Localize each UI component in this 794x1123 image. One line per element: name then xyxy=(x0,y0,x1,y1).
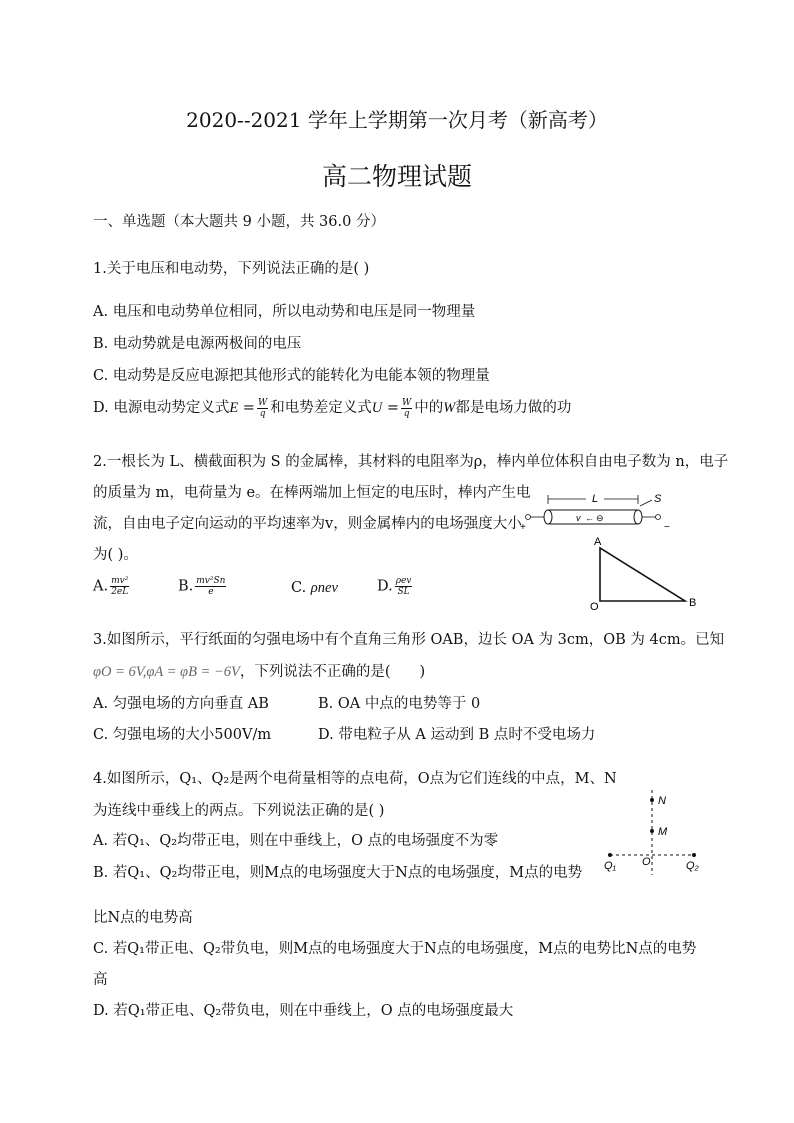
charges-figure xyxy=(600,785,710,880)
electron-icon: ⊖ xyxy=(596,513,604,523)
q4-option-a: A. 若Q₁、Q₂均带正电，则在中垂线上，O 点的电场强度不为零 xyxy=(93,833,499,849)
point-n-marker xyxy=(650,798,654,802)
point-o-label: O xyxy=(642,856,651,868)
q3-line-2: φO = 6V,φA = φB = −6V，下列说法不正确的是( ) xyxy=(93,664,426,680)
vertex-o-label: O xyxy=(590,601,599,613)
rod-figure xyxy=(518,490,678,535)
negative-terminal: − xyxy=(664,522,670,533)
charge-q1-marker xyxy=(608,853,612,857)
q2-line-1: 2.一根长为 L、横截面积为 S 的金属棒，其材料的电阻率为ρ，棒内单位体积自由电子数为 n，电子 xyxy=(93,454,729,470)
q4-option-d: D. 若Q₁带正电、Q₂带负电，则在中垂线上，O 点的电场强度最大 xyxy=(93,1003,514,1019)
rod-length-label: L xyxy=(592,493,599,505)
q1-option-d: D. 电源电动势定义式E = $\frac{W}{q}$ 和电势差定义式U = $\frac{W}{q}$ 中的W都是电场力做的功 xyxy=(93,397,572,419)
q1-option-b: B. 电动势就是电源两极间的电压 xyxy=(93,336,302,352)
positive-terminal: + xyxy=(520,522,526,533)
q2-option-a: A. $\frac{\text{mv²}}{2eL}$ xyxy=(93,576,129,597)
area-label: S xyxy=(654,493,662,505)
q3-option-c: C. 匀强电场的大小500V/m xyxy=(93,727,272,743)
q4-option-b-line-2: 比N点的电势高 xyxy=(93,910,193,926)
q4-line-2: 为连线中垂线上的两点。下列说法正确的是( ) xyxy=(93,803,385,819)
point-m-marker xyxy=(650,829,654,833)
exam-subtitle: 高二物理试题 xyxy=(321,162,472,191)
q3-option-a: A. 匀强电场的方向垂直 AB xyxy=(93,696,269,712)
q2-option-b: B. $\frac{\text{mv²Sn}}{e}$ xyxy=(178,576,226,597)
q1-fraction-wq-2: $\frac{W}{q}$ xyxy=(401,397,412,419)
point-n-label: N xyxy=(658,795,666,807)
q4-option-b-line-1: B. 若Q₁、Q₂均带正电，则M点的电场强度大于N点的电场强度，M点的电势 xyxy=(93,865,583,881)
q3-option-d: D. 带电粒子从 A 运动到 B 点时不受电场力 xyxy=(318,727,596,743)
q2-line-4: 为( )。 xyxy=(93,547,138,563)
q4-option-c-line-2: 高 xyxy=(93,972,108,988)
q4-line-1: 4.如图所示，Q₁、Q₂是两个电荷量相等的点电荷，O点为它们连线的中点，M、N xyxy=(93,771,617,787)
section-title: 一、单选题（本大题共 9 小题，共 36.0 分） xyxy=(93,214,385,230)
exam-title: 2020--2021 学年上学期第一次月考（新高考） xyxy=(186,108,608,132)
triangle-figure xyxy=(588,534,703,614)
vertex-a-label: A xyxy=(594,536,602,548)
triangle-oab xyxy=(600,548,685,601)
charge-q2-marker xyxy=(692,853,696,857)
q4-option-c-line-1: C. 若Q₁带正电、Q₂带负电，则M点的电场强度大于N点的电场强度，M点的电势比N点的电势 xyxy=(93,941,697,957)
q1-fraction-wq: $\frac{W}{q}$ xyxy=(257,397,268,419)
q2-line-3: 流，自由电子定向运动的平均速率为v，则金属棒内的电场强度大小 xyxy=(93,516,522,532)
vertex-b-label: B xyxy=(689,597,697,609)
velocity-arrow-icon: ← xyxy=(585,513,594,523)
charge-q2-label: Q₂ xyxy=(686,860,699,872)
q3-line-1: 3.如图所示，平行纸面的匀强电场中有个直角三角形 OAB，边长 OA 为 3cm，OB 为 4cm。已知 xyxy=(93,632,725,648)
q3-option-b: B. OA 中点的电势等于 0 xyxy=(318,696,481,712)
q1-option-c: C. 电动势是反应电源把其他形式的能转化为电能本领的物理量 xyxy=(93,368,490,384)
q2-option-d: D. $\frac{\text{ρev}}{SL}$ xyxy=(377,576,412,597)
q2-line-2: 的质量为 m，电荷量为 e。在棒两端加上恒定的电压时，棒内产生电 xyxy=(93,485,531,501)
point-m-label: M xyxy=(658,826,668,838)
q1-stem: 1.关于电压和电动势，下列说法正确的是( ) xyxy=(93,261,370,277)
velocity-label: v xyxy=(576,513,581,523)
q2-option-c: C. ρnev xyxy=(291,580,338,596)
q1-option-a: A. 电压和电动势单位相同，所以电动势和电压是同一物理量 xyxy=(93,304,476,320)
charge-q1-label: Q₁ xyxy=(604,860,617,872)
